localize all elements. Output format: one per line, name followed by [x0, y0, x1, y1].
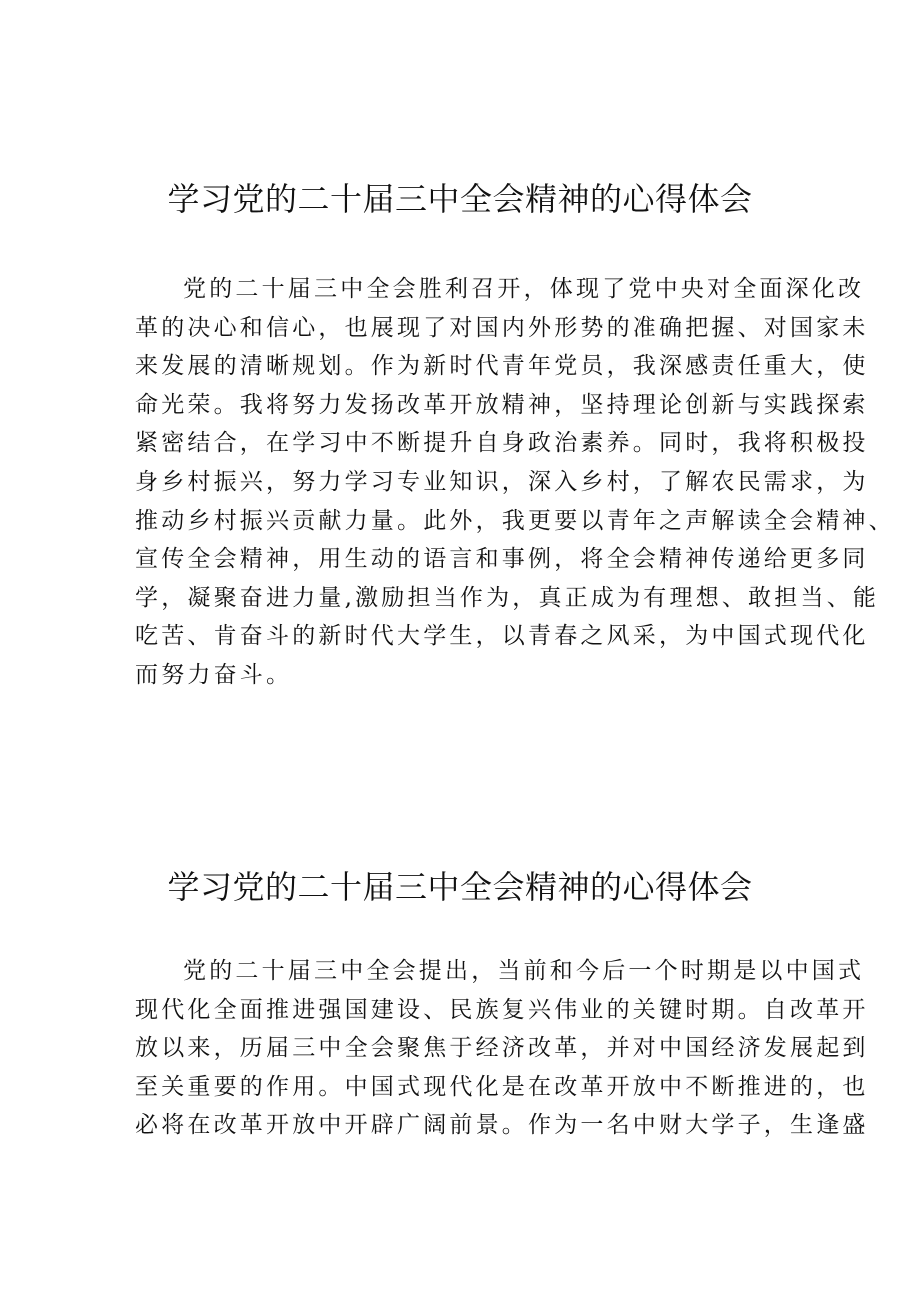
body-line: 推动乡村振兴贡献力量。此外，我更要以青年之声解读全会精神、 [135, 507, 895, 534]
body-line: 放以来，历届三中全会聚焦于经济改革，并对中国经济发展起到 [135, 1035, 869, 1062]
body-line: 紧密结合，在学习中不断提升自身政治素养。同时，我将积极投 [135, 430, 869, 457]
article-1-body [135, 270, 895, 695]
body-line: 党的二十届三中全会提出，当前和今后一个时期是以中国式 [183, 958, 865, 984]
body-line: 来发展的清晰规划。作为新时代青年党员，我深感责任重大，使 [135, 353, 869, 380]
body-line: 革的决心和信心，也展现了对国内外形势的准确把握、对国家未 [135, 314, 869, 341]
article-1 [0, 176, 920, 688]
body-line: 学，凝聚奋进力量,激励担当作为，真正成为有理想、敢担当、能 [135, 584, 880, 611]
article-1-title: 学习党的二十届三中全会精神的心得体会 [167, 180, 753, 218]
article-2 [0, 864, 920, 1139]
body-line: 吃苦、肯奋斗的新时代大学生，以青春之风采，为中国式现代化 [135, 623, 869, 650]
body-line: 至关重要的作用。中国式现代化是在改革开放中不断推进的，也 [135, 1073, 869, 1100]
article-2-title: 学习党的二十届三中全会精神的心得体会 [167, 868, 753, 906]
body-line: 命光荣。我将努力发扬改革开放精神，坚持理论创新与实践探索 [135, 391, 869, 418]
body-line: 现代化全面推进强国建设、民族复兴伟业的关键时期。自改革开 [135, 996, 869, 1023]
body-line: 宣传全会精神，用生动的语言和事例，将全会精神传递给更多同 [135, 546, 869, 573]
article-2-body [135, 952, 869, 1145]
body-line: 党的二十届三中全会胜利召开，体现了党中央对全面深化改 [183, 276, 865, 302]
body-line: 身乡村振兴，努力学习专业知识，深入乡村，了解农民需求，为 [135, 468, 869, 495]
body-line: 而努力奋斗。 [135, 661, 293, 688]
body-line: 必将在改革开放中开辟广阔前景。作为一名中财大学子，生逢盛 [135, 1112, 869, 1139]
